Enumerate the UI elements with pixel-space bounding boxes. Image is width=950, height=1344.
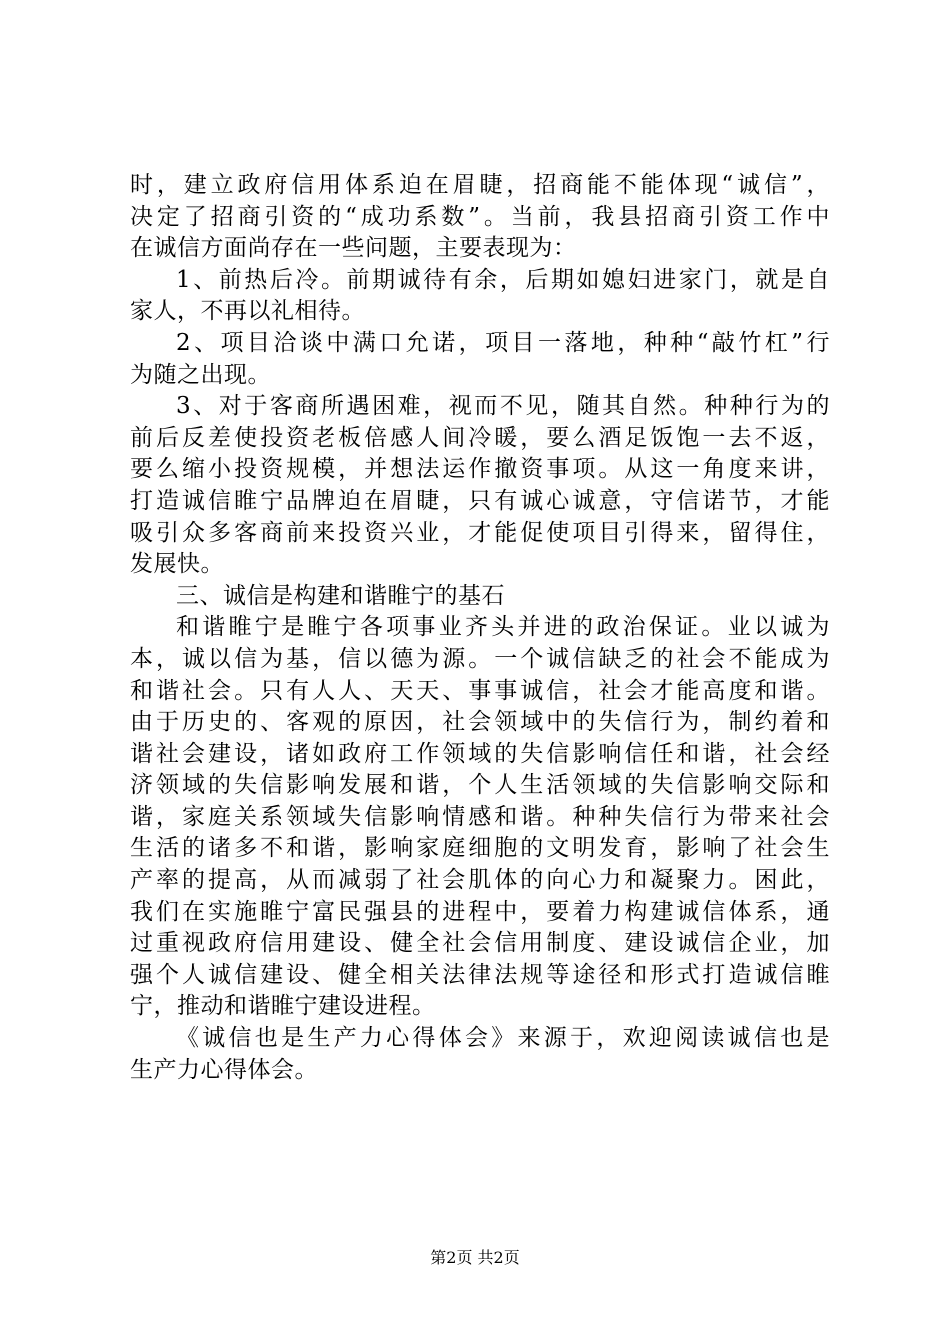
text-line: 产率的提高，从而减弱了社会肌体的向心力和凝聚力。困此， — [130, 867, 830, 894]
text-line: 在诚信方面尚存在一些问题，主要表现为： — [130, 235, 577, 262]
text-line: 为随之出现。 — [130, 361, 271, 388]
text-line: 生产力心得体会。 — [130, 1056, 318, 1083]
text-line: 1、前热后冷。前期诚待有余，后期如媳妇进家门，就是自 — [176, 266, 830, 293]
text-line: 宁，推动和谐睢宁建设进程。 — [130, 993, 436, 1020]
text-line: 时，建立政府信用体系迫在眉睫，招商能不能体现“诚信”， — [130, 172, 830, 198]
text-line: 打造诚信睢宁品牌迫在眉睫，只有诚心诚意，守信诺节，才能 — [130, 487, 830, 514]
text-line: 3、对于客商所遇困难，视而不见，随其自然。种种行为的 — [176, 393, 830, 420]
text-line: 谐，家庭关系领域失信影响情感和谐。种种失信行为带来社会 — [130, 803, 830, 830]
text-line: 济领域的失信影响发展和谐，个人生活领域的失信影响交际和 — [130, 772, 830, 799]
text-line: 谐社会建设，诸如政府工作领域的失信影响信任和谐，社会经 — [130, 740, 830, 767]
text-line: 前后反差使投资老板倍感人间冷暖，要么酒足饭饱一去不返， — [130, 424, 830, 451]
document-body — [130, 170, 830, 1086]
page-number-footer: 第2页 共2页 — [430, 1248, 520, 1267]
text-line: 由于历史的、客观的原因，社会领域中的失信行为，制约着和 — [130, 709, 830, 736]
text-line: 要么缩小投资规模，并想法运作撤资事项。从这一角度来讲， — [130, 456, 830, 483]
text-line: 过重视政府信用建设、健全社会信用制度、建设诚信企业，加 — [130, 930, 830, 957]
text-line: 和谐社会。只有人人、天天、事事诚信，社会才能高度和谐。 — [130, 677, 830, 704]
text-line: 家人，不再以礼相待。 — [130, 298, 365, 325]
text-line: 2、项目洽谈中满口允诺，项目一落地，种种“敲竹杠”行 — [176, 329, 830, 356]
text-line: 决定了招商引资的“成功系数”。当前，我县招商引资工作中 — [130, 203, 830, 230]
text-line: 吸引众多客商前来投资兴业，才能促使项目引得来，留得住， — [130, 519, 830, 546]
text-line: 《诚信也是生产力心得体会》来源于，欢迎阅读诚信也是 — [176, 1025, 830, 1052]
text-line: 强个人诚信建设、健全相关法律法规等途径和形式打造诚信睢 — [130, 961, 830, 988]
text-line: 生活的诸多不和谐，影响家庭细胞的文明发育，影响了社会生 — [130, 835, 830, 862]
section-heading: 三、诚信是构建和谐睢宁的基石 — [176, 582, 505, 609]
text-line: 本，诚以信为基，信以德为源。一个诚信缺乏的社会不能成为 — [130, 645, 830, 672]
text-line: 我们在实施睢宁富民强县的进程中，要着力构建诚信体系，通 — [130, 898, 830, 925]
text-line: 发展快。 — [130, 551, 224, 578]
text-line: 和谐睢宁是睢宁各项事业齐头并进的政治保证。业以诚为 — [176, 614, 830, 641]
